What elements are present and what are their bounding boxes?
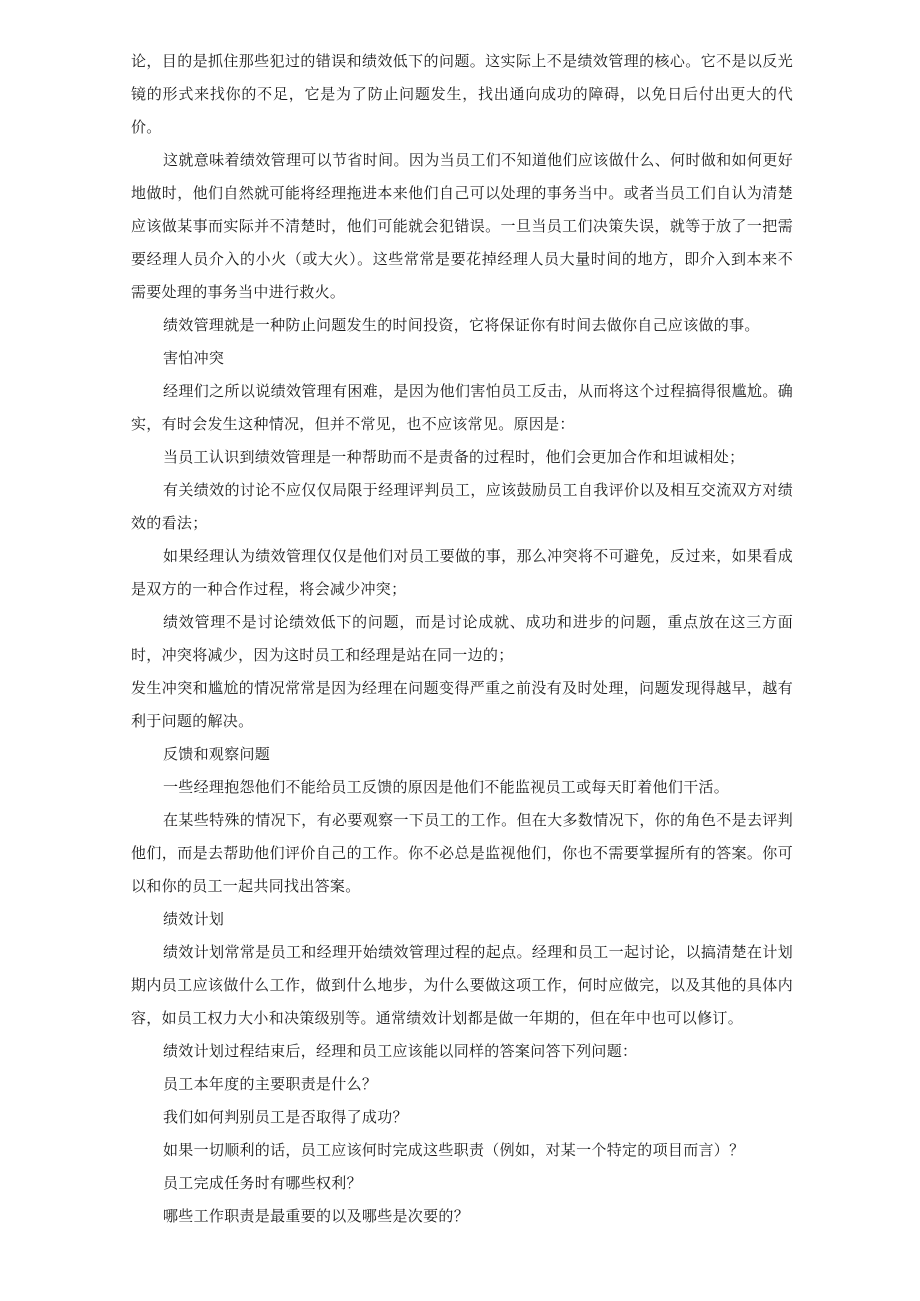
question-item: 员工本年度的主要职责是什么？	[163, 1075, 378, 1093]
document-body	[131, 45, 793, 1233]
list-item: 如果经理认为绩效管理仅仅是他们对员工要做的事，那么冲突将不可避免，反过来，如果看成是双方的一种合作过程，将会减少冲突；	[131, 547, 793, 598]
paragraph: 发生冲突和尴尬的情况常常是因为经理在问题变得严重之前没有及时处理，问题发现得越早，越有利于问题的解决。	[131, 679, 793, 730]
paragraph: 绩效计划过程结束后，经理和员工应该能以同样的答案问答下列问题：	[163, 1042, 638, 1060]
question-item: 我们如何判别员工是否取得了成功？	[163, 1108, 408, 1126]
paragraph: 绩效管理就是一种防止问题发生的时间投资，它将保证你有时间去做你自己应该做的事。	[163, 316, 760, 334]
question-item: 员工完成任务时有哪些权利？	[163, 1174, 362, 1192]
paragraph: 经理们之所以说绩效管理有困难，是因为他们害怕员工反击，从而将这个过程搞得很尴尬。确实，有时会发生这种情况，但并不常见，也不应该常见。原因是：	[131, 382, 793, 433]
paragraph: 在某些特殊的情况下，有必要观察一下员工的工作。但在大多数情况下，你的角色不是去评判他们，而是去帮助他们评价自己的工作。你不必总是监视他们，你也不需要掌握所有的答案。你可以和你的员工一起共同找出答案。	[131, 811, 793, 895]
list-item: 有关绩效的讨论不应仅仅局限于经理评判员工，应该鼓励员工自我评价以及相互交流双方对绩效的看法；	[131, 481, 793, 532]
paragraph: 绩效计划常常是员工和经理开始绩效管理过程的起点。经理和员工一起讨论，以搞清楚在计划期内员工应该做什么工作，做到什么地步，为什么要做这项工作，何时应做完，以及其他的具体内容，如员工权力大小和决策级别等。通常绩效计划都是做一年期的，但在年中也可以修订。	[131, 943, 793, 1027]
section-heading: 害怕冲突	[163, 349, 225, 367]
paragraph: 这就意味着绩效管理可以节省时间。因为当员工们不知道他们应该做什么、何时做和如何更好地做时，他们自然就可能将经理拖进本来他们自己可以处理的事务当中。或者当员工们自认为清楚应该做某事而实际并不清楚时，他们可能就会犯错误。一旦当员工们决策失误，就等于放了一把需要经理人员介入的小火（或大火）。这些常常是要花掉经理人员大量时间的地方，即介入到本来不需要处理的事务当中进行救火。	[131, 151, 793, 301]
section-heading: 反馈和观察问题	[163, 745, 271, 763]
question-item: 如果一切顺利的话，员工应该何时完成这些职责（例如，对某一个特定的项目而言）？	[163, 1141, 745, 1159]
list-item: 当员工认识到绩效管理是一种帮助而不是责备的过程时，他们会更加合作和坦诚相处；	[163, 448, 745, 466]
paragraph: 一些经理抱怨他们不能给员工反馈的原因是他们不能监视员工或每天盯着他们干活。	[163, 778, 730, 796]
question-item: 哪些工作职责是最重要的以及哪些是次要的？	[163, 1207, 470, 1225]
section-heading: 绩效计划	[163, 910, 225, 928]
paragraph: 论，目的是抓住那些犯过的错误和绩效低下的问题。这实际上不是绩效管理的核心。它不是以反光镜的形式来找你的不足，它是为了防止问题发生，找出通向成功的障碍，以免日后付出更大的代价。	[131, 52, 793, 136]
list-item: 绩效管理不是讨论绩效低下的问题，而是讨论成就、成功和进步的问题，重点放在这三方面时，冲突将减少，因为这时员工和经理是站在同一边的；	[131, 613, 793, 664]
